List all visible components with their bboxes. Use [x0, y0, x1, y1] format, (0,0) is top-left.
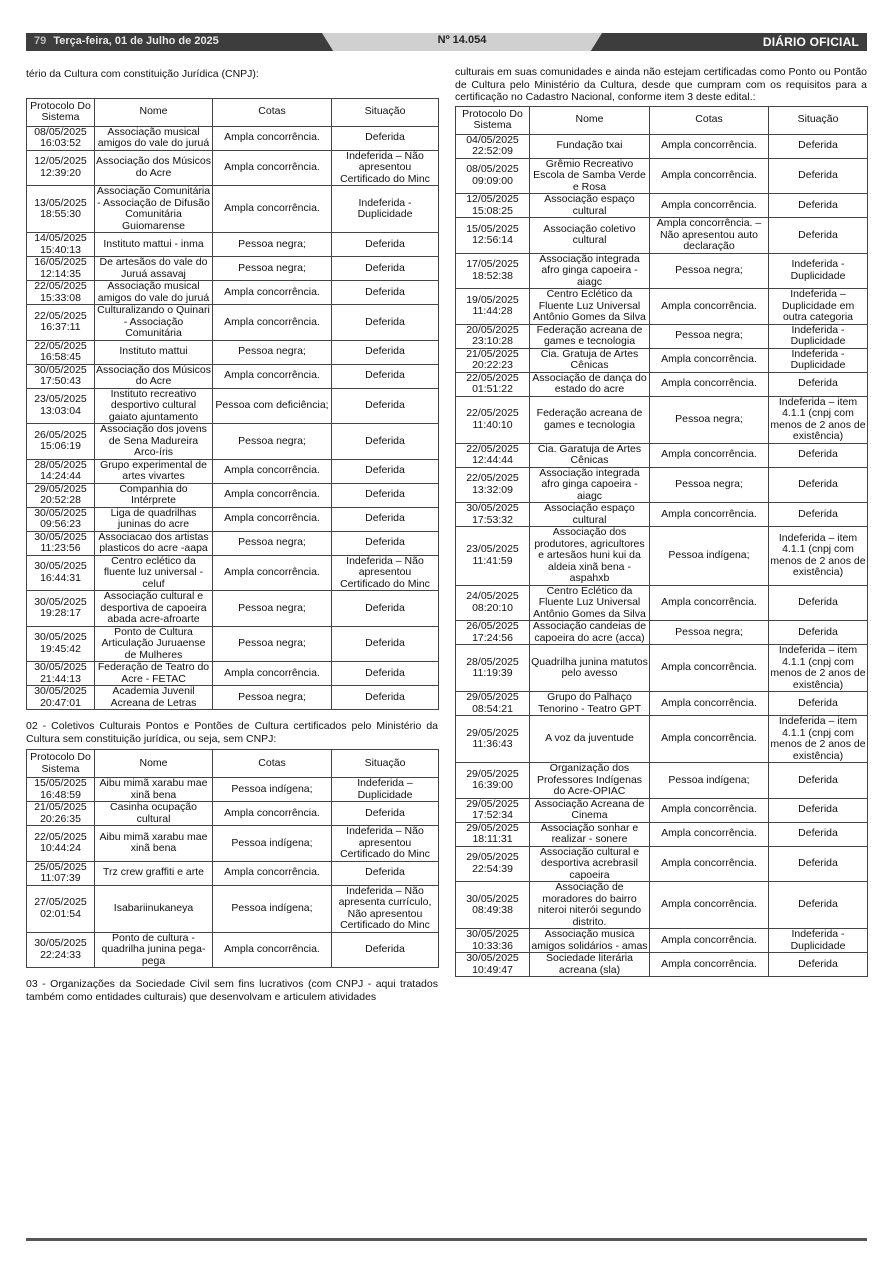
cell-name: Trz crew graffiti e arte — [95, 861, 213, 885]
header-status: Situação — [769, 106, 868, 134]
cell-protocol: 22/05/2025 01:51:22 — [456, 372, 530, 396]
cell-name: Associação coletivo cultural — [530, 218, 650, 254]
cell-status: Deferida — [769, 194, 868, 218]
cell-status: Indeferida – item 4.1.1 (cnpj com menos de 2 anos de existência) — [770, 715, 866, 762]
cell-protocol: 22/05/2025 16:37:11 — [27, 305, 95, 341]
cell-status: Deferida — [332, 802, 439, 826]
cell-status: Indeferida – Não apresentou Certificado do Minc — [332, 150, 439, 186]
cell-status: Deferida — [332, 364, 439, 388]
section-03-text: 03 - Organizações da Sociedade Civil sem fins lucrativos (com CNPJ - aqui tratados também como entidades culturais) que desenvolvam e articulem atividades — [26, 978, 438, 1003]
cell-quota: Ampla concorrência. — [650, 692, 769, 716]
cell-protocol: 29/05/2025 22:54:39 — [456, 846, 530, 882]
cell-status: Deferida — [332, 686, 439, 710]
cell-protocol: 29/05/2025 17:52:34 — [456, 798, 530, 822]
header-protocol: Protocolo Do Sistema — [27, 98, 95, 126]
table-row — [27, 626, 439, 662]
cell-protocol: 15/05/2025 12:56:14 — [456, 218, 530, 254]
table-header-row — [27, 750, 439, 778]
cell-name: Cia. Gratuja de Artes Cênicas — [530, 348, 650, 372]
page-header — [26, 33, 867, 51]
table-row — [27, 555, 439, 591]
table-row — [27, 802, 439, 826]
cell-quota: Ampla concorrência. — [213, 802, 332, 826]
cell-status: Deferida — [769, 763, 868, 799]
cell-name: Academia Juvenil Acreana de Letras — [95, 686, 213, 710]
publication-name: DIÁRIO OFICIAL — [762, 35, 859, 49]
cell-quota: Pessoa negra; — [213, 531, 332, 555]
cell-protocol: 30/05/2025 10:33:36 — [456, 929, 530, 953]
cell-protocol: 22/05/2025 10:44:24 — [27, 826, 95, 862]
cell-protocol: 30/05/2025 08:49:38 — [456, 882, 530, 929]
cell-status: Deferida — [332, 281, 439, 305]
cell-status: Deferida — [332, 388, 439, 424]
cell-protocol: 30/05/2025 19:28:17 — [27, 591, 95, 627]
cell-name: Aibu mimã xarabu mae xinã bena — [95, 778, 213, 802]
cell-quota: Ampla concorrência. — [650, 289, 769, 325]
page-number: 79 — [34, 35, 47, 47]
cell-status: Indeferida – Não apresenta currículo, Não apresentou Certificado do Minc — [332, 885, 439, 932]
cell-quota: Ampla concorrência. — [650, 645, 769, 692]
table-row — [27, 861, 439, 885]
cell-name: Associação musical amigos do vale do juruá — [95, 281, 213, 305]
cell-protocol: 29/05/2025 20:52:28 — [27, 483, 95, 507]
table-row — [27, 126, 439, 150]
table-entities-cnpj — [26, 98, 439, 711]
cell-protocol: 29/05/2025 16:39:00 — [456, 763, 530, 799]
table-row — [27, 257, 439, 281]
table-row — [27, 885, 439, 932]
table-header-row — [456, 106, 868, 134]
cell-name: Sociedade literária acreana (sla) — [530, 953, 650, 977]
cell-status: Deferida — [769, 585, 868, 621]
cell-name: Associação espaço cultural — [530, 503, 650, 527]
table-row — [456, 621, 868, 645]
cell-status: Deferida — [332, 626, 439, 662]
cell-quota: Ampla concorrência. — [213, 483, 332, 507]
cell-protocol: 30/05/2025 17:50:43 — [27, 364, 95, 388]
cell-quota: Pessoa negra; — [650, 253, 769, 289]
cell-status: Deferida — [769, 134, 868, 158]
table-collectives — [26, 749, 439, 968]
cell-name: Associação de dança do estado do acre — [530, 372, 650, 396]
cell-protocol: 19/05/2025 11:44:28 — [456, 289, 530, 325]
cell-protocol: 12/05/2025 12:39:20 — [27, 150, 95, 186]
cell-protocol: 30/05/2025 11:23:56 — [27, 531, 95, 555]
cell-quota: Ampla concorrência. — [650, 158, 769, 194]
cell-quota: Pessoa negra; — [213, 424, 332, 460]
cell-quota: Ampla concorrência. — [213, 459, 332, 483]
issue-number: Nº 14.054 — [437, 34, 487, 46]
cell-status: Deferida — [769, 372, 868, 396]
cell-status: Deferida — [769, 882, 868, 929]
table-row — [456, 692, 868, 716]
table-row — [456, 134, 868, 158]
header-quota: Cotas — [213, 98, 332, 126]
table-row — [456, 527, 868, 586]
cell-quota: Ampla concorrência. — [213, 305, 332, 341]
right-column — [455, 66, 867, 977]
cell-name: Associação espaço cultural — [530, 194, 650, 218]
cell-name: Associação integrada afro ginga capoeira - aiagc — [530, 253, 650, 289]
table-row — [456, 253, 868, 289]
table-row — [456, 716, 868, 763]
table-row — [27, 662, 439, 686]
cell-name: Associação dos Músicos do Acre — [95, 150, 213, 186]
cell-name: Associação musica amigos solidários - amas — [531, 928, 648, 952]
cell-status: Deferida — [769, 158, 868, 194]
table-row — [27, 388, 439, 424]
table-row — [456, 645, 868, 692]
table-row — [27, 340, 439, 364]
right-intro: culturais em suas comunidades e ainda não estejam certificadas como Ponto ou Pontão de Cultura pelo Ministério da Cultura, desde que cumpram com os requisitos para a certificação no Cadastro Nacional, conforme item 3 deste edital.: — [455, 66, 867, 103]
table-row — [456, 158, 868, 194]
cell-quota: Ampla concorrência. — [650, 443, 769, 467]
cell-quota: Ampla concorrência. — [213, 932, 332, 968]
cell-protocol: 17/05/2025 18:52:38 — [456, 253, 530, 289]
cell-protocol: 26/05/2025 15:06:19 — [27, 424, 95, 460]
cell-protocol: 20/05/2025 23:10:28 — [456, 324, 530, 348]
cell-quota: Ampla concorrência. — [650, 372, 769, 396]
cell-status: Deferida — [332, 424, 439, 460]
cell-status: Indeferida – item 4.1.1 (cnpj com menos de 2 anos de existência) — [770, 395, 866, 442]
cell-status: Indeferida – item 4.1.1 (cnpj com menos de 2 anos de existência) — [769, 527, 868, 586]
cell-status: Indeferida - Duplicidade — [769, 253, 868, 289]
table-row — [456, 953, 868, 977]
cell-quota: Ampla concorrência. — [650, 348, 769, 372]
cell-quota: Ampla concorrência. — [650, 798, 769, 822]
cell-quota: Ampla concorrência. — [213, 507, 332, 531]
header-protocol: Protocolo Do Sistema — [27, 750, 95, 778]
table-row — [27, 305, 439, 341]
cell-name: Companhia do Intérprete — [95, 483, 213, 507]
cell-protocol: 29/05/2025 08:54:21 — [456, 692, 530, 716]
table-row — [456, 585, 868, 621]
cell-protocol: 22/05/2025 12:44:44 — [456, 443, 530, 467]
cell-name: Centro Eclético da Fluente Luz Universal Antônio Gomes da Silva — [530, 585, 650, 621]
cell-status: Deferida — [769, 692, 868, 716]
table-row — [456, 194, 868, 218]
cell-status: Indeferida – Não apresentou Certificado do Minc — [332, 555, 439, 591]
table-row — [27, 507, 439, 531]
cell-status: Deferida — [332, 233, 439, 257]
cell-status: Indeferida – Duplicidade — [332, 778, 439, 802]
cell-name: Organização dos Professores Indígenas do Acre-OPIAC — [530, 763, 650, 799]
cell-status: Indeferida - Duplicidade — [332, 186, 439, 233]
header-status: Situação — [332, 98, 439, 126]
cell-status: Deferida — [332, 861, 439, 885]
cell-name: Associação candeias de capoeira do acre (acca) — [530, 621, 650, 645]
cell-protocol: 14/05/2025 15:40:13 — [27, 233, 95, 257]
cell-status: Deferida — [769, 467, 868, 503]
cell-quota: Ampla concorrência. — [213, 281, 332, 305]
cell-protocol: 15/05/2025 16:48:59 — [27, 778, 95, 802]
table-row — [456, 218, 868, 254]
table-row — [456, 348, 868, 372]
header-quota: Cotas — [213, 750, 332, 778]
cell-status: Deferida — [332, 591, 439, 627]
cell-status: Deferida — [332, 340, 439, 364]
cell-protocol: 22/05/2025 11:40:10 — [456, 396, 530, 443]
cell-quota: Pessoa negra; — [213, 233, 332, 257]
cell-protocol: 30/05/2025 16:44:31 — [27, 555, 95, 591]
cell-name: Federação acreana de games e tecnologia — [530, 324, 650, 348]
cell-quota: Ampla concorrência. — [650, 194, 769, 218]
cell-protocol: 30/05/2025 09:56:23 — [27, 507, 95, 531]
cell-status: Deferida — [769, 822, 868, 846]
cell-name: Ponto de cultura - quadrilha junina pega-pega — [95, 932, 213, 968]
table-row — [456, 467, 868, 503]
cell-quota: Pessoa indígena; — [213, 826, 332, 862]
cell-quota: Pessoa negra; — [213, 686, 332, 710]
header-protocol: Protocolo Do Sistema — [456, 106, 530, 134]
cell-status: Deferida — [332, 305, 439, 341]
cell-name: Associação dos jovens de Sena Madureira Arco-íris — [95, 424, 213, 460]
cell-quota: Ampla concorrência. — [650, 822, 769, 846]
cell-protocol: 23/05/2025 13:03:04 — [27, 388, 95, 424]
cell-protocol: 29/05/2025 18:11:31 — [456, 822, 530, 846]
cell-protocol: 24/05/2025 08:20:10 — [456, 585, 530, 621]
cell-status: Deferida — [332, 662, 439, 686]
cell-name: Instituto mattui — [95, 340, 213, 364]
cell-quota: Pessoa indígena; — [650, 527, 769, 586]
cell-status: Indeferida - Duplicidade — [769, 348, 868, 372]
cell-protocol: 30/05/2025 19:45:42 — [27, 626, 95, 662]
cell-name: Grupo do Palhaço Tenorino - Teatro GPT — [530, 692, 650, 716]
cell-protocol: 26/05/2025 17:24:56 — [456, 621, 530, 645]
cell-protocol: 30/05/2025 21:44:13 — [27, 662, 95, 686]
cell-name: Isabariinukaneya — [95, 885, 213, 932]
cell-quota: Ampla concorrência. – Não apresentou auto declaração — [650, 218, 769, 254]
cell-name: Associação Acreana de Cinema — [530, 798, 650, 822]
cell-name: Associação dos produtores, agricultores e artesãos huni kui da aldeia xinã bena - aspahxb — [530, 527, 650, 586]
cell-protocol: 08/05/2025 09:09:00 — [456, 158, 530, 194]
left-intro: tério da Cultura com constituição Jurídica (CNPJ): — [26, 68, 259, 80]
cell-quota: Pessoa negra; — [650, 396, 769, 443]
cell-name: Liga de quadrilhas juninas do acre — [95, 507, 213, 531]
cell-protocol: 29/05/2025 11:36:43 — [456, 716, 530, 763]
cell-name: Associação cultural e desportiva acrebrasil capoeira — [530, 846, 650, 882]
table-row — [456, 798, 868, 822]
cell-name: Instituto recreativo desportivo cultural gaiato ajuntamento — [95, 388, 213, 424]
cell-quota: Ampla concorrência. — [213, 186, 332, 233]
table-row — [456, 822, 868, 846]
section-02-text: 02 - Coletivos Culturais Pontos e Pontões de Cultura certificados pelo Ministério da Cultura sem constituição jurídica, ou seja, sem CNPJ: — [26, 720, 438, 745]
cell-status: Indeferida – Não apresentou Certificado do Minc — [332, 826, 439, 862]
table-row — [27, 459, 439, 483]
cell-status: Deferida — [332, 459, 439, 483]
table-row — [456, 443, 868, 467]
cell-protocol: 12/05/2025 15:08:25 — [456, 194, 530, 218]
table-row — [456, 324, 868, 348]
cell-status: Deferida — [769, 798, 868, 822]
cell-quota: Ampla concorrência. — [650, 503, 769, 527]
cell-protocol: 21/05/2025 20:26:35 — [27, 802, 95, 826]
header-name: Nome — [95, 750, 213, 778]
cell-protocol: 27/05/2025 02:01:54 — [27, 885, 95, 932]
cell-quota: Ampla concorrência. — [650, 882, 769, 929]
footer-rule — [26, 1238, 867, 1241]
cell-protocol: 25/05/2025 11:07:39 — [27, 861, 95, 885]
cell-name: Culturalizando o Quinari - Associação Comunitária — [95, 305, 213, 341]
cell-quota: Pessoa negra; — [213, 626, 332, 662]
cell-protocol: 04/05/2025 22:52:09 — [456, 134, 530, 158]
table-row — [456, 929, 868, 953]
cell-status: Deferida — [332, 507, 439, 531]
table-header-row — [27, 98, 439, 126]
cell-quota: Ampla concorrência. — [213, 555, 332, 591]
cell-quota: Pessoa negra; — [213, 340, 332, 364]
cell-quota: Ampla concorrência. — [213, 150, 332, 186]
cell-status: Indeferida - Duplicidade — [769, 929, 868, 953]
cell-quota: Ampla concorrência. — [213, 364, 332, 388]
table-row — [27, 233, 439, 257]
table-row — [27, 150, 439, 186]
cell-name: Associação de moradores do bairro niteroi niterói segundo distrito. — [530, 882, 650, 929]
cell-status: Indeferida – Duplicidade em outra categoria — [769, 289, 868, 325]
cell-quota: Ampla concorrência. — [650, 134, 769, 158]
left-column — [26, 68, 438, 1003]
cell-name: De artesãos do vale do Juruá assavaj — [95, 257, 213, 281]
header-status: Situação — [332, 750, 439, 778]
cell-name: Associação Comunitária - Associação de Difusão Comunitária Guiomarense — [95, 186, 213, 233]
table-row — [456, 846, 868, 882]
table-row — [27, 826, 439, 862]
cell-quota: Pessoa indígena; — [213, 778, 332, 802]
header-quota: Cotas — [650, 106, 769, 134]
table-row — [456, 289, 868, 325]
cell-quota: Ampla concorrência. — [213, 662, 332, 686]
cell-protocol: 22/05/2025 16:58:45 — [27, 340, 95, 364]
cell-name: Associação cultural e desportiva de capoeira abada acre-afroarte — [95, 591, 213, 627]
table-row — [27, 591, 439, 627]
table-row — [27, 686, 439, 710]
cell-protocol: 28/05/2025 14:24:44 — [27, 459, 95, 483]
cell-protocol: 16/05/2025 12:14:35 — [27, 257, 95, 281]
cell-name: A voz da juventude — [530, 716, 650, 763]
cell-protocol: 28/05/2025 11:19:39 — [456, 645, 530, 692]
table-row — [27, 932, 439, 968]
cell-name: Casinha ocupação cultural — [95, 802, 213, 826]
table-row — [456, 763, 868, 799]
cell-quota: Pessoa indígena; — [650, 763, 769, 799]
cell-status: Indeferida - Duplicidade — [769, 324, 868, 348]
cell-name: Grupo experimental de artes vivartes — [95, 459, 213, 483]
table-row — [27, 186, 439, 233]
cell-name: Associação musical amigos do vale do juruá — [95, 126, 213, 150]
cell-protocol: 30/05/2025 22:24:33 — [27, 932, 95, 968]
cell-status: Deferida — [769, 621, 868, 645]
cell-name: Federação acreana de games e tecnologia — [530, 396, 650, 443]
table-row — [456, 503, 868, 527]
table-row — [456, 396, 868, 443]
table-row — [27, 364, 439, 388]
cell-quota: Pessoa negra; — [650, 621, 769, 645]
cell-name: Grêmio Recreativo Escola de Samba Verde e Rosa — [530, 158, 650, 194]
table-row — [27, 778, 439, 802]
table-civil-organizations — [455, 106, 868, 978]
cell-quota: Pessoa negra; — [650, 467, 769, 503]
cell-status: Deferida — [769, 846, 868, 882]
cell-protocol: 23/05/2025 11:41:59 — [456, 527, 530, 586]
cell-status: Deferida — [769, 503, 868, 527]
cell-name: Cia. Garatuja de Artes Cênicas — [530, 443, 650, 467]
cell-name: Associação dos Músicos do Acre — [96, 363, 211, 387]
cell-status: Deferida — [332, 932, 439, 968]
table-row — [27, 424, 439, 460]
cell-status: Deferida — [332, 483, 439, 507]
cell-status: Deferida — [332, 531, 439, 555]
cell-status: Deferida — [769, 953, 868, 977]
issue-date: Terça-feira, 01 de Julho de 2025 — [53, 35, 219, 47]
table-row — [27, 281, 439, 305]
cell-quota: Pessoa negra; — [650, 324, 769, 348]
header-name: Nome — [530, 106, 650, 134]
cell-protocol: 22/05/2025 13:32:09 — [456, 467, 530, 503]
table-row — [27, 531, 439, 555]
table-row — [456, 372, 868, 396]
cell-status: Deferida — [332, 126, 439, 150]
table-row — [456, 882, 868, 929]
cell-quota: Ampla concorrência. — [650, 953, 769, 977]
cell-name: Ponto de Cultura Articulação Juruaense de Mulheres — [95, 626, 213, 662]
cell-quota: Pessoa negra; — [213, 257, 332, 281]
cell-quota: Pessoa com deficiência; — [213, 388, 332, 424]
cell-quota: Pessoa negra; — [213, 591, 332, 627]
cell-quota: Ampla concorrência. — [650, 716, 769, 763]
cell-name: Associação sonhar e realizar - sonere — [530, 822, 650, 846]
cell-name: Instituto mattui - inma — [95, 233, 213, 257]
cell-protocol: 22/05/2025 15:33:08 — [27, 281, 95, 305]
cell-quota: Pessoa indígena; — [213, 885, 332, 932]
cell-status: Deferida — [769, 443, 868, 467]
cell-name: Associação integrada afro ginga capoeira - aiagc — [530, 467, 650, 503]
cell-quota: Ampla concorrência. — [213, 126, 332, 150]
cell-protocol: 30/05/2025 17:53:32 — [456, 503, 530, 527]
cell-protocol: 30/05/2025 10:49:47 — [456, 953, 530, 977]
cell-name: Associacao dos artistas plasticos do acre -aapa — [95, 531, 213, 555]
header-left — [34, 35, 219, 47]
cell-quota: Ampla concorrência. — [650, 846, 769, 882]
table-row — [27, 483, 439, 507]
cell-protocol: 21/05/2025 20:22:23 — [456, 348, 530, 372]
cell-protocol: 30/05/2025 20:47:01 — [27, 686, 95, 710]
cell-protocol: 08/05/2025 16:03:52 — [27, 126, 95, 150]
cell-status: Deferida — [332, 257, 439, 281]
cell-status: Deferida — [769, 218, 868, 254]
cell-quota: Ampla concorrência. — [213, 861, 332, 885]
cell-name: Quadrilha junina matutos pelo avesso — [530, 645, 650, 692]
cell-name: Federação de Teatro do Acre - FETAC — [95, 662, 213, 686]
cell-status: Indeferida – item 4.1.1 (cnpj com menos de 2 anos de existência) — [770, 644, 866, 691]
cell-name: Fundação txai — [530, 134, 650, 158]
cell-quota: Ampla concorrência. — [650, 585, 769, 621]
cell-quota: Ampla concorrência. — [650, 929, 769, 953]
header-name: Nome — [95, 98, 213, 126]
cell-name: Centro Eclético da Fluente Luz Universal Antônio Gomes da Silva — [530, 289, 650, 325]
cell-protocol: 13/05/2025 18:55:30 — [27, 186, 95, 233]
cell-name: Aibu mimã xarabu mae xinã bena — [95, 826, 213, 862]
cell-name: Centro eclético da fluente luz universal - celuf — [95, 555, 213, 591]
